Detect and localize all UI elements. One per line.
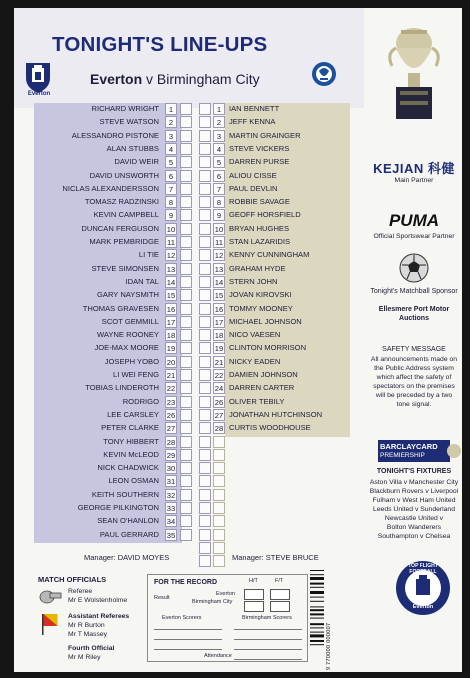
- fixture-item: Southampton v Chelsea: [377, 533, 451, 540]
- home-player-name: DAVID UNSWORTH: [89, 170, 159, 180]
- away-player-name: GRAHAM HYDE: [229, 263, 286, 273]
- home-player-name: SCOT GEMMILL: [101, 316, 159, 326]
- away-player-name: ALIOU CISSE: [229, 170, 277, 180]
- away-player-number: 28: [214, 424, 224, 434]
- fixture-item: Bolton Wanderers: [386, 524, 442, 531]
- away-player-name: JEFF KENNA: [229, 117, 276, 127]
- home-player-number: 21: [166, 371, 176, 380]
- away-player-checkbox[interactable]: [199, 369, 211, 381]
- away-player-checkbox[interactable]: [199, 555, 211, 567]
- home-player-checkbox[interactable]: [180, 130, 192, 142]
- home-player-number: 20: [166, 357, 176, 367]
- away-player-number: 16: [214, 304, 224, 314]
- home-player-name: TOMASZ RADZINSKI: [84, 197, 159, 207]
- home-player-checkbox[interactable]: [180, 396, 192, 408]
- away-player-checkbox[interactable]: [199, 116, 211, 128]
- away-player-name: KENNY CUNNINGHAM: [229, 250, 310, 260]
- home-player-number: 27: [166, 424, 176, 434]
- home-player-name: TONY HIBBERT: [103, 436, 159, 446]
- home-player-name: ALESSANDRO PISTONE: [71, 130, 159, 140]
- fixture-item: Leeds United v Sunderland: [373, 506, 455, 513]
- football-icon: [399, 253, 429, 283]
- fixtures-title: TONIGHT'S FIXTURES: [376, 468, 452, 475]
- away-empty-number-box[interactable]: [213, 555, 225, 567]
- everton-scorer-line[interactable]: [154, 629, 222, 630]
- home-player-name: STEVE WATSON: [99, 117, 159, 127]
- away-player-number: 14: [214, 277, 224, 287]
- home-player-name: KEITH SOUTHERN: [91, 489, 159, 499]
- home-player-number: 30: [166, 464, 176, 474]
- away-player-checkbox[interactable]: [199, 342, 211, 354]
- home-player-number: 33: [166, 504, 176, 513]
- crest-label: Everton: [27, 91, 51, 97]
- home-player-number: 19: [166, 344, 176, 354]
- whistle-icon: [38, 588, 62, 604]
- for-the-record-box: [147, 574, 308, 662]
- away-player-checkbox[interactable]: [199, 289, 211, 301]
- referee-name: Mr E Wolstenholme: [68, 597, 128, 604]
- home-player-number: 5: [165, 156, 177, 168]
- ht-everton-box[interactable]: [244, 589, 264, 600]
- away-player-number: 17: [214, 317, 224, 327]
- puma-caption: Official Sportswear Partner: [373, 233, 455, 240]
- away-player-checkbox[interactable]: [199, 356, 211, 368]
- away-empty-number-box[interactable]: [213, 542, 225, 554]
- home-player-checkbox[interactable]: [180, 183, 192, 195]
- home-manager: Manager: DAVID MOYES: [84, 553, 170, 562]
- home-player-checkbox[interactable]: [180, 143, 192, 155]
- home-player-checkbox[interactable]: [180, 409, 192, 421]
- away-player-checkbox[interactable]: [199, 396, 211, 408]
- fourth-label: Fourth Official: [68, 645, 115, 652]
- record-ht: H/T: [249, 578, 258, 584]
- away-player-name: CLINTON MORRISON: [229, 343, 307, 353]
- away-player-checkbox[interactable]: [199, 515, 211, 527]
- premiership-trophy-icon: [366, 18, 462, 128]
- home-player-name: THOMAS GRAVESEN: [82, 303, 159, 313]
- away-player-name: OLIVER TEBILY: [229, 396, 285, 406]
- away-empty-number-box[interactable]: [213, 436, 225, 448]
- away-player-checkbox[interactable]: [199, 489, 211, 501]
- home-player-number: 2: [165, 116, 177, 128]
- away-player-name: TOMMY MOONEY: [229, 303, 293, 313]
- barcode-digits: 9 770000 000007: [326, 622, 332, 670]
- matchball-title: Tonight's Matchball Sponsor: [370, 288, 458, 295]
- home-player-number: 7: [165, 183, 177, 195]
- birmingham-scorer-line[interactable]: [234, 649, 302, 650]
- home-player-name: STEVE SIMONSEN: [91, 263, 159, 273]
- home-player-checkbox[interactable]: [180, 156, 192, 168]
- everton-scorers-label: Everton Scorers: [162, 615, 202, 621]
- home-player-number: 6: [165, 170, 177, 182]
- home-player-checkbox[interactable]: [180, 116, 192, 128]
- home-player-name: IDAN TAL: [125, 276, 159, 286]
- home-player-checkbox[interactable]: [180, 462, 192, 474]
- away-player-checkbox[interactable]: [199, 130, 211, 142]
- away-player-checkbox[interactable]: [199, 303, 211, 315]
- away-player-number: 3: [213, 130, 225, 142]
- home-player-number: 14: [166, 277, 176, 287]
- home-player-number: 16: [166, 304, 176, 314]
- home-player-name: JOE-MAX MOORE: [94, 343, 159, 353]
- away-player-name: JOVAN KIROVSKI: [229, 290, 292, 300]
- puma-logo: PUMA: [388, 211, 440, 230]
- referee-label: Referee: [68, 588, 93, 595]
- home-player-checkbox[interactable]: [180, 103, 192, 115]
- away-player-number: 13: [214, 264, 224, 274]
- away-player-number: 22: [214, 371, 224, 380]
- home-player-number: 13: [166, 264, 176, 274]
- fixture-item: Aston Villa v Manchester City: [369, 479, 459, 486]
- home-player-checkbox[interactable]: [180, 502, 192, 514]
- home-player-checkbox[interactable]: [180, 249, 192, 261]
- home-player-name: PETER CLARKE: [101, 423, 159, 433]
- ft-birmingham-box[interactable]: [270, 601, 290, 612]
- away-player-checkbox[interactable]: [199, 422, 211, 434]
- home-player-name: GEORGE PILKINGTON: [77, 503, 159, 512]
- away-player-checkbox[interactable]: [199, 475, 211, 487]
- home-player-number: 8: [165, 196, 177, 208]
- kejian-logo: KEJIAN 科健: [373, 161, 455, 176]
- match-heading: [90, 71, 260, 87]
- away-player-number: 9: [213, 209, 225, 221]
- home-player-name: ALAN STUBBS: [106, 143, 159, 153]
- home-player-name: PAUL GERRARD: [99, 529, 159, 539]
- away-player-number: 10: [214, 224, 224, 234]
- fixture-item: Newcastle United v: [384, 515, 444, 522]
- home-player-checkbox[interactable]: [180, 289, 192, 301]
- home-player-name: KEVIN McLEOD: [103, 449, 159, 459]
- fourth-official: Mr M Riley: [68, 654, 101, 661]
- safety-text: All announcements made on the Public Address system which affect the safety of spectators on the premises will be preceded by a two tone signal.: [370, 356, 458, 408]
- record-everton: Everton: [216, 591, 235, 597]
- away-empty-number-box[interactable]: [213, 529, 225, 541]
- home-player-name: NICLAS ALEXANDERSSON: [62, 183, 159, 193]
- officials-title: MATCH OFFICIALS: [38, 575, 107, 584]
- away-player-number: 8: [213, 196, 225, 208]
- away-empty-number-box[interactable]: [213, 475, 225, 487]
- away-player-name: STEVE VICKERS: [229, 143, 290, 153]
- away-player-number: 15: [214, 291, 224, 301]
- away-player-name: IAN BENNETT: [229, 104, 280, 113]
- home-player-name: RICHARD WRIGHT: [91, 104, 159, 113]
- assistant-flag-icon: [40, 612, 60, 636]
- assistant-1: Mr R Burton: [68, 622, 105, 629]
- everton-crest-icon: [24, 60, 52, 94]
- home-player-name: DUNCAN FERGUSON: [81, 223, 159, 233]
- away-player-number: 6: [213, 170, 225, 182]
- away-player-checkbox[interactable]: [199, 529, 211, 541]
- home-player-name: RODRIGO: [122, 396, 159, 406]
- away-player-number: 5: [213, 156, 225, 168]
- home-team: Everton: [90, 71, 143, 87]
- away-player-checkbox[interactable]: [199, 249, 211, 261]
- matchball-sponsor: Ellesmere Port Motor Auctions: [378, 306, 450, 322]
- away-player-name: NICO VAESEN: [229, 330, 281, 340]
- home-player-checkbox[interactable]: [180, 489, 192, 501]
- away-empty-number-box[interactable]: [213, 462, 225, 474]
- away-player-checkbox[interactable]: [199, 382, 211, 394]
- ht-birmingham-box[interactable]: [244, 601, 264, 612]
- header-panel: [14, 8, 364, 108]
- away-player-checkbox[interactable]: [199, 263, 211, 275]
- home-player-name: LI WEI FENG: [113, 370, 159, 379]
- home-player-name: JOSEPH YOBO: [104, 356, 159, 366]
- away-player-number: 4: [213, 143, 225, 155]
- away-team: Birmingham City: [156, 71, 260, 87]
- home-player-checkbox[interactable]: [180, 449, 192, 461]
- away-player-checkbox[interactable]: [199, 183, 211, 195]
- away-player-name: STERN JOHN: [229, 276, 278, 286]
- home-player-checkbox[interactable]: [180, 236, 192, 248]
- home-player-checkbox[interactable]: [180, 209, 192, 221]
- away-player-name: PAUL DEVLIN: [229, 183, 278, 193]
- home-player-number: 18: [166, 331, 176, 341]
- programme-page: [14, 8, 462, 672]
- away-player-checkbox[interactable]: [199, 316, 211, 328]
- birmingham-crest-icon: [311, 59, 337, 89]
- birmingham-scorer-line[interactable]: [234, 639, 302, 640]
- away-player-name: NICKY EADEN: [229, 356, 281, 366]
- home-player-checkbox[interactable]: [180, 329, 192, 341]
- home-player-name: TOBIAS LINDEROTH: [85, 383, 159, 393]
- away-player-number: 21: [214, 357, 224, 367]
- away-empty-number-box[interactable]: [213, 515, 225, 527]
- away-player-number: 12: [214, 251, 224, 261]
- away-player-name: DARREN CARTER: [229, 383, 295, 393]
- away-player-checkbox[interactable]: [199, 542, 211, 554]
- away-player-checkbox[interactable]: [199, 329, 211, 341]
- away-empty-number-box[interactable]: [213, 449, 225, 461]
- home-player-checkbox[interactable]: [180, 436, 192, 448]
- attendance-line[interactable]: [234, 659, 302, 660]
- home-player-checkbox[interactable]: [180, 529, 192, 541]
- away-player-checkbox[interactable]: [199, 436, 211, 448]
- barcode-icon: [310, 568, 324, 672]
- away-player-checkbox[interactable]: [199, 223, 211, 235]
- home-player-number: 34: [166, 517, 176, 527]
- home-player-checkbox[interactable]: [180, 276, 192, 288]
- away-player-name: CURTIS WOODHOUSE: [229, 423, 311, 433]
- away-player-checkbox[interactable]: [199, 276, 211, 288]
- home-player-number: 17: [166, 317, 176, 327]
- away-player-number: 19: [214, 344, 224, 354]
- away-player-checkbox[interactable]: [199, 103, 211, 115]
- home-player-name: DAVID WEIR: [114, 157, 159, 167]
- away-player-name: JONATHAN HUTCHINSON: [229, 409, 323, 419]
- away-empty-number-box[interactable]: [213, 502, 225, 514]
- home-player-number: 29: [166, 450, 176, 460]
- away-player-checkbox[interactable]: [199, 156, 211, 168]
- home-player-number: 28: [166, 437, 176, 447]
- home-player-name: LEE CARSLEY: [107, 409, 159, 419]
- away-manager: Manager: STEVE BRUCE: [232, 553, 319, 562]
- away-player-name: MICHAEL JOHNSON: [229, 316, 302, 326]
- away-player-checkbox[interactable]: [199, 196, 211, 208]
- home-player-number: 31: [166, 477, 176, 487]
- away-player-checkbox[interactable]: [199, 409, 211, 421]
- home-player-name: LEON OSMAN: [108, 476, 159, 486]
- ft-everton-box[interactable]: [270, 589, 290, 600]
- attendance-label: Attendance: [204, 653, 232, 659]
- home-player-number: 11: [165, 236, 177, 248]
- record-ft: F/T: [275, 578, 284, 584]
- barclaycard-text: BARCLAYCARD: [380, 442, 438, 451]
- away-player-name: ROBBIE SAVAGE: [229, 197, 290, 207]
- away-player-number: 24: [214, 384, 224, 394]
- home-player-number: 3: [165, 130, 177, 142]
- home-player-checkbox[interactable]: [180, 316, 192, 328]
- away-player-name: MARTIN GRAINGER: [229, 130, 301, 140]
- home-player-checkbox[interactable]: [180, 303, 192, 315]
- home-player-number: 12: [166, 251, 176, 261]
- home-player-checkbox[interactable]: [180, 263, 192, 275]
- fixture-item: Fulham v West Ham United: [372, 497, 456, 504]
- away-player-checkbox[interactable]: [199, 449, 211, 461]
- home-player-name: WAYNE ROONEY: [96, 330, 159, 340]
- home-player-name: LI TIE: [138, 250, 159, 260]
- away-player-name: DARREN PURSE: [229, 157, 290, 167]
- versus: v: [146, 71, 154, 87]
- away-empty-number-box[interactable]: [213, 489, 225, 501]
- home-player-checkbox[interactable]: [180, 382, 192, 394]
- assistants-label: Assistant Referees: [68, 613, 130, 620]
- away-player-checkbox[interactable]: [199, 170, 211, 182]
- home-player-number: 15: [166, 291, 176, 301]
- away-player-number: 18: [214, 331, 224, 341]
- home-player-number: 4: [165, 143, 177, 155]
- away-player-number: 11: [213, 236, 225, 248]
- record-birmingham: Birmingham City: [192, 599, 233, 605]
- badge-bottom-text: Everton: [412, 604, 434, 610]
- away-player-number: 7: [213, 183, 225, 195]
- home-player-checkbox[interactable]: [180, 356, 192, 368]
- away-player-checkbox[interactable]: [199, 209, 211, 221]
- record-result: Result: [154, 595, 170, 601]
- away-player-number: 27: [214, 410, 224, 420]
- home-player-number: 22: [166, 384, 176, 394]
- kejian-caption: Main Partner: [394, 177, 434, 184]
- away-player-checkbox[interactable]: [199, 143, 211, 155]
- assistant-2: Mr T Massey: [68, 631, 108, 638]
- home-player-name: SEAN O'HANLON: [97, 516, 159, 526]
- home-player-checkbox[interactable]: [180, 223, 192, 235]
- home-player-checkbox[interactable]: [180, 196, 192, 208]
- home-player-checkbox[interactable]: [180, 475, 192, 487]
- home-player-name: MARK PEMBRIDGE: [89, 237, 159, 246]
- away-player-checkbox[interactable]: [199, 502, 211, 514]
- away-player-number: 2: [213, 116, 225, 128]
- home-player-number: 26: [166, 410, 176, 420]
- home-player-number: 9: [165, 209, 177, 221]
- page-title: TONIGHT'S LINE-UPS: [52, 33, 268, 56]
- home-player-number: 1: [165, 103, 177, 115]
- away-player-checkbox[interactable]: [199, 462, 211, 474]
- record-title: FOR THE RECORD: [154, 579, 217, 586]
- home-player-checkbox[interactable]: [180, 170, 192, 182]
- home-player-number: 35: [166, 530, 176, 540]
- premiership-text: PREMIERSHIP: [380, 452, 425, 459]
- home-player-checkbox[interactable]: [180, 369, 192, 381]
- safety-title: SAFETY MESSAGE: [382, 346, 446, 353]
- away-player-checkbox[interactable]: [199, 236, 211, 248]
- badge-text: TOP FLIGHT FOOTBALL: [408, 563, 438, 575]
- birmingham-scorer-line[interactable]: [234, 629, 302, 630]
- fixture-item: Blackburn Rovers v Liverpool: [369, 488, 459, 495]
- home-player-number: 32: [166, 490, 176, 500]
- everton-scorer-line[interactable]: [154, 649, 222, 650]
- home-player-checkbox[interactable]: [180, 342, 192, 354]
- everton-scorer-line[interactable]: [154, 639, 222, 640]
- home-player-number: 23: [166, 397, 176, 407]
- away-player-name: GEOFF HORSFIELD: [229, 210, 301, 220]
- away-player-name: STAN LAZARIDIS: [229, 237, 291, 246]
- away-player-number: 26: [214, 397, 224, 407]
- home-player-checkbox[interactable]: [180, 422, 192, 434]
- home-player-checkbox[interactable]: [180, 515, 192, 527]
- home-player-name: KEVIN CAMPBELL: [93, 210, 159, 220]
- home-player-name: GARY NAYSMITH: [96, 290, 159, 300]
- home-player-number: 10: [166, 224, 176, 234]
- away-player-number: 1: [213, 103, 225, 115]
- birmingham-scorers-label: Birmingham Scorers: [242, 615, 292, 621]
- home-player-name: NICK CHADWICK: [97, 463, 159, 473]
- away-player-name: BRYAN HUGHES: [229, 223, 290, 233]
- away-player-name: DAMIEN JOHNSON: [229, 370, 298, 379]
